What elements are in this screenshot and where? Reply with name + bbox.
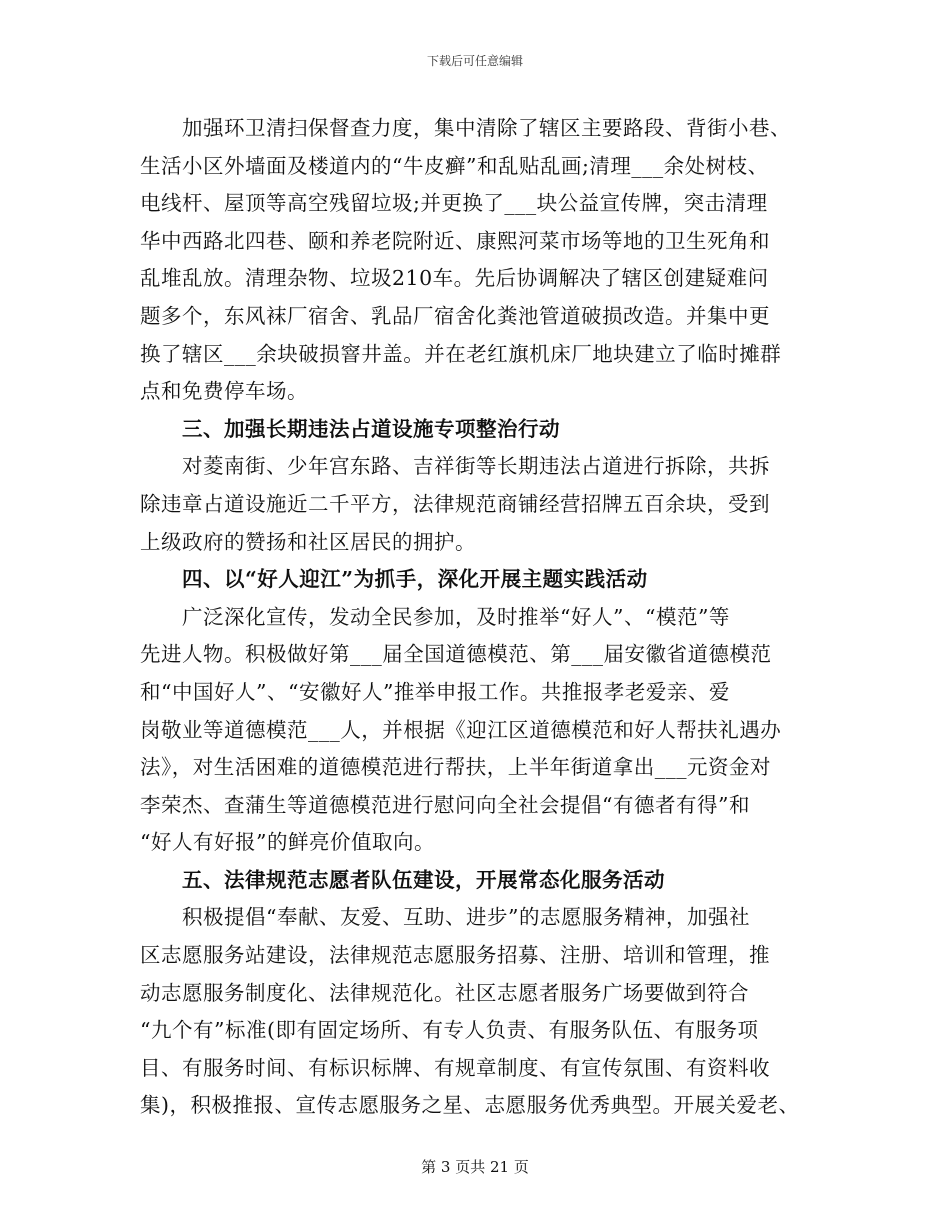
paragraph-line: 加强环卫清扫保督查力度，集中清除了辖区主要路段、背街小巷、	[182, 116, 791, 140]
paragraph-line: 华中西路北四巷、颐和养老院附近、康熙河菜市场等地的卫生死角和	[140, 228, 770, 253]
paragraph-line: “九个有”标准(即有固定场所、有专人负责、有服务队伍、有服务项	[140, 1018, 759, 1043]
page-number-footer: 第 3 页共 21 页	[421, 1158, 529, 1176]
paragraph-line: 积极提倡“奉献、友爱、互助、进步”的志愿服务精神，加强社	[182, 905, 750, 930]
paragraph-line: 广泛深化宣传，发动全民参加，及时推举“好人”、“模范”等	[182, 604, 730, 629]
paragraph-line: 对菱南街、少年宫东路、吉祥街等长期违法占道进行拆除，共拆	[182, 454, 770, 479]
paragraph-line: 和“中国好人”、“安徽好人”推举申报工作。共推报孝老爱亲、爱	[140, 679, 730, 704]
paragraph-line: 生活小区外墙面及楼道内的“牛皮癣”和乱贴乱画;清理___余处树枝、	[140, 153, 769, 178]
section-heading: 三、加强长期违法占道设施专项整治行动	[182, 416, 560, 441]
paragraph-line: 除违章占道设施近二千平方，法律规范商铺经营招牌五百余块，受到	[140, 491, 770, 516]
paragraph-line: 集)，积极推报、宣传志愿服务之星、志愿服务优秀典型。开展关爱老、	[140, 1093, 800, 1118]
section-heading: 四、以“好人迎江”为抓手，深化开展主题实践活动	[182, 567, 648, 592]
paragraph-line: 动志愿服务制度化、法律规范化。社区志愿者服务广场要做到符合	[140, 980, 749, 1005]
paragraph-line: 先进人物。积极做好第___届全国道德模范、第___届安徽省道德模范	[140, 642, 772, 667]
paragraph-line: 法》，对生活困难的道德模范进行帮扶，上半年街道拿出___元资金对	[140, 755, 771, 780]
paragraph-line: 电线杆、屋顶等高空残留垃圾;并更换了___块公益宣传牌，突击清理	[140, 191, 768, 216]
paragraph-line: 岗敬业等道德模范___人，并根据《迎江区道德模范和好人帮扶礼遇办	[140, 717, 782, 742]
paragraph-line: 区志愿服务站建设，法律规范志愿服务招募、注册、培训和管理，推	[140, 943, 770, 968]
paragraph-line: 题多个，东风袜厂宿舍、乳品厂宿舍化粪池管道破损改造。并集中更	[140, 303, 770, 328]
paragraph-line: 目、有服务时间、有标识标牌、有规章制度、有宣传氛围、有资料收	[140, 1055, 770, 1080]
paragraph-line: 乱堆乱放。清理杂物、垃圾210车。先后协调解决了辖区创建疑难问	[140, 266, 769, 291]
page-header: 下载后可任意编辑	[426, 54, 523, 68]
paragraph-line: 点和免费停车场。	[140, 379, 308, 404]
section-heading: 五、法律规范志愿者队伍建设，开展常态化服务活动	[182, 867, 665, 892]
paragraph-line: “好人有好报”的鲜亮价值取向。	[140, 830, 435, 855]
paragraph-line: 换了辖区___余块破损窨井盖。并在老红旗机床厂地块建立了临时摊群	[140, 341, 782, 366]
paragraph-line: 李荣杰、查蒲生等道德模范进行慰问向全社会提倡“有德者有得”和	[140, 792, 750, 817]
document-body	[140, 110, 820, 1125]
paragraph-line: 上级政府的赞扬和社区居民的拥护。	[140, 529, 476, 554]
